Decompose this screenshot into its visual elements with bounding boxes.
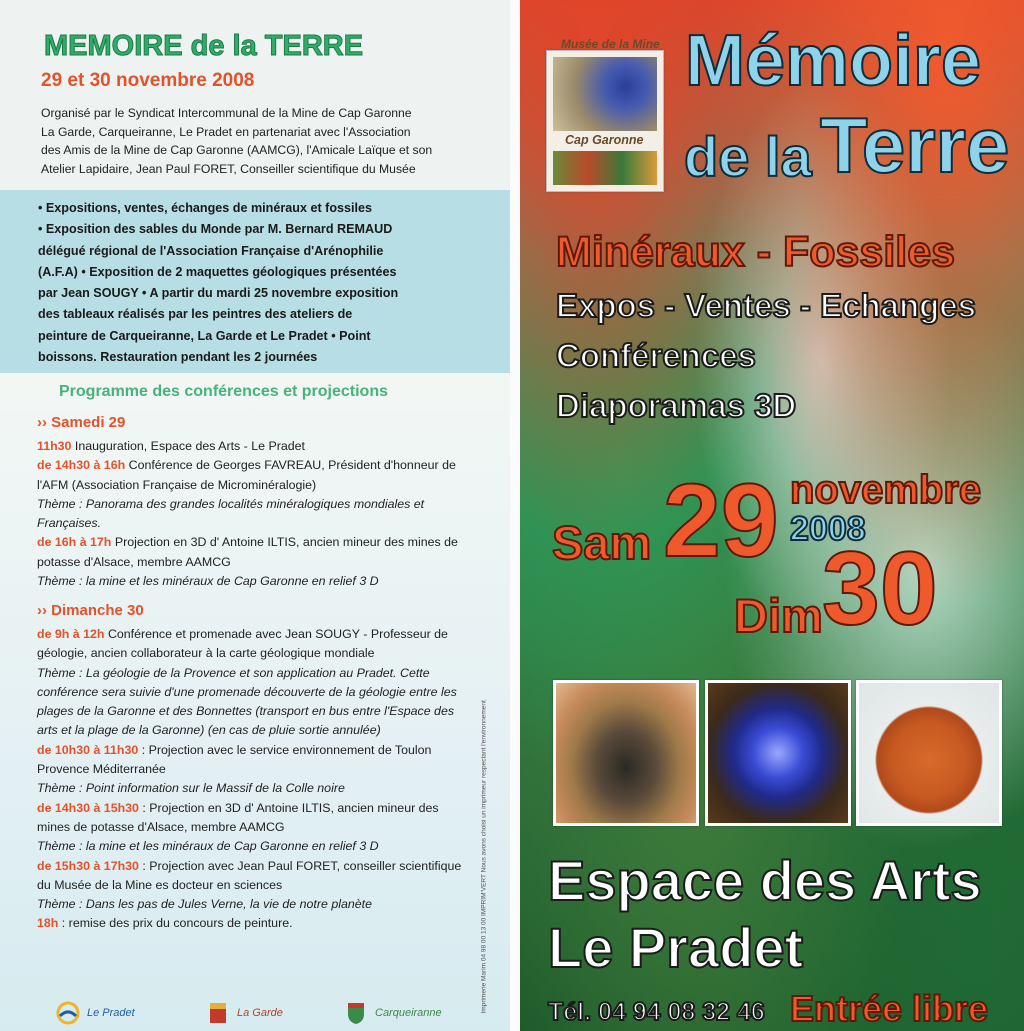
phone-number: Tél. 04 94 08 32 46: [548, 998, 765, 1026]
schedule-item: [37, 914, 469, 933]
museum-badge-image: [553, 57, 657, 131]
museum-badge: [546, 37, 664, 192]
schedule-text: : Projection avec le service environnement de Toulon Provence Méditerranée: [37, 742, 432, 777]
expo-line: peinture de Carqueiranne, La Garde et Le Pradet • Point: [38, 328, 371, 343]
museum-badge-strip: [553, 151, 657, 185]
left-panel: [0, 0, 510, 1031]
left-date: 29 et 30 novembre 2008: [41, 70, 255, 91]
photo-mineral-crystal: [705, 680, 851, 826]
schedule-item: [37, 741, 469, 780]
date-year: 2008: [790, 510, 866, 548]
date-dim: Dim: [734, 589, 823, 642]
museum-badge-bottom-text: Cap Garonne: [565, 133, 644, 147]
poster-line-expos: Expos - Ventes - Echanges: [556, 287, 976, 324]
date-day-29: 29: [663, 463, 779, 579]
schedule-text: Projection en 3D d' Antoine ILTIS, ancien mineur des mines de potasse d'Alsace, membre AAMCG: [37, 535, 458, 569]
organizer-line: La Garde, Carqueiranne, Le Pradet en partenariat avec l'Association: [41, 124, 411, 139]
program-title: Programme des conférences et projections: [59, 383, 388, 400]
schedule-theme: Thème : Panorama des grandes localités minéralogiques mondiales et Françaises.: [37, 496, 425, 531]
poster-line-conferences: Conférences: [556, 337, 756, 374]
logo-le-pradet: [55, 1000, 135, 1026]
poster-title-de-la: de la: [684, 125, 812, 188]
schedule-item: [37, 456, 469, 495]
schedule-time: de 14h30 à 15h30: [37, 800, 139, 815]
schedule-theme: Thème : la mine et les minéraux de Cap Garonne en relief 3 D: [37, 839, 379, 854]
schedule-time: de 15h30 à 17h30: [37, 858, 139, 873]
schedule-time: 18h: [37, 916, 59, 931]
left-title: MEMOIRE de la TERRE: [44, 30, 364, 62]
la-garde-crest-icon: [205, 1000, 231, 1026]
entry-free: Entrée libre: [790, 988, 989, 1029]
schedule-text: : remise des prix du concours de peinture.: [58, 916, 293, 931]
expo-line: délégué régional de l'Association Française d'Arénophilie: [38, 243, 384, 258]
schedule-time: de 14h30 à 16h: [37, 458, 126, 473]
right-panel: [520, 0, 1024, 1031]
poster-title-terre: Terre: [820, 101, 1010, 189]
schedule-item: [37, 625, 469, 664]
schedule-item: [37, 799, 469, 838]
expo-line: • Expositions, ventes, échanges de minéraux et fossiles: [38, 201, 373, 215]
printer-note: [474, 610, 488, 1020]
schedule-theme: Thème : Point information sur le Massif de la Colle noire: [37, 781, 345, 796]
museum-badge-top-text: Musée de la Mine: [561, 37, 660, 51]
venue-line1: Espace des Arts: [548, 849, 982, 912]
organizer-line: Organisé par le Syndicat Intercommunal de la Mine de Cap Garonne: [41, 106, 412, 120]
date-day-30: 30: [822, 531, 938, 647]
sunday-schedule: [37, 625, 469, 934]
logo-la-garde: [205, 1000, 283, 1026]
fold-divider: [510, 0, 520, 1031]
printer-note-text: Imprimerie Marim 04 98 00 13 00 IMPRIM'VERT Nous avons choisi un imprimeur respectant l'environnement: [480, 700, 488, 1014]
photo-mine: [553, 680, 699, 826]
carqueiranne-crest-icon: [343, 1000, 369, 1026]
date-sam: Sam: [552, 516, 652, 569]
organizer-text: [41, 104, 481, 178]
schedule-item: [37, 857, 469, 896]
schedule-item: [37, 437, 469, 456]
poster-line-diaporamas: Diaporamas 3D: [556, 387, 797, 424]
organizer-line: des Amis de la Mine de Cap Garonne (AAMCG), l'Amicale Laïque et son: [41, 143, 433, 157]
schedule-theme: Thème : La géologie de la Provence et son application au Pradet. Cette conférence sera suivie d'une promenade découverte de la géologie entre les plages de la Garonne et des Bonnettes (transport en bus entre l'Espace des arts et la plage de la Garonne) (en cas de pluie sortie annulée): [37, 665, 457, 738]
schedule-text: : Projection en 3D d' Antoine ILTIS, ancien mineur des mines de potasse d'Alsace, membre AAMCG: [37, 800, 439, 834]
expo-line: boissons. Restauration pendant les 2 journées: [38, 350, 318, 365]
expo-line: des tableaux réalisés par les peintres des ateliers de: [38, 307, 353, 322]
exhibitions-text: [38, 198, 472, 368]
logo-label: Le Pradet: [87, 1007, 135, 1019]
partner-logos: [55, 998, 505, 1028]
poster-title-line1: Mémoire: [685, 21, 982, 101]
poster-subtitle: Minéraux - Fossiles: [556, 228, 956, 276]
expo-line: • Exposition des sables du Monde par M. Bernard REMAUD: [38, 222, 393, 237]
schedule-item: [37, 533, 469, 572]
logo-carqueiranne: [343, 1000, 442, 1026]
schedule-time: de 9h à 12h: [37, 627, 105, 641]
schedule-time: de 10h30 à 11h30: [37, 742, 139, 757]
date-month: novembre: [790, 468, 982, 512]
schedule-text: Conférence et promenade avec Jean SOUGY - Professeur de géologie, ancien collaborateur à la carte géologique mondiale: [37, 627, 448, 661]
schedule-text: : Projection avec Jean Paul FORET, conseiller scientifique du Musée de la Mine es docteur en sciences: [37, 858, 462, 892]
logo-label: Carqueiranne: [375, 1007, 442, 1019]
expo-line: (A.F.A) • Exposition de 2 maquettes géologiques présentées: [38, 264, 397, 279]
schedule-theme: Thème : Dans les pas de Jules Verne, la vie de notre planète: [37, 897, 372, 912]
schedule-time: 11h30: [37, 439, 72, 453]
schedule-time: de 16h à 17h: [37, 535, 112, 550]
day-sunday-heading: ›› Dimanche 30: [37, 602, 144, 619]
schedule-theme: Thème : la mine et les minéraux de Cap Garonne en relief 3 D: [37, 574, 379, 589]
expo-line: par Jean SOUGY • A partir du mardi 25 novembre exposition: [38, 286, 399, 301]
saturday-schedule: [37, 437, 469, 591]
day-saturday-heading: ›› Samedi 29: [37, 414, 126, 431]
photo-fossil: [856, 680, 1002, 826]
logo-label: La Garde: [237, 1007, 283, 1019]
le-pradet-logo-icon: [55, 1000, 81, 1026]
venue-line2: Le Pradet: [548, 916, 804, 979]
schedule-text: Conférence de Georges FAVREAU, Président d'honneur de l'AFM (Association Française de Microminéralogie): [37, 458, 456, 492]
organizer-line: Atelier Lapidaire, Jean Paul FORET, Conseiller scientifique du Musée: [41, 161, 416, 176]
schedule-text: Inauguration, Espace des Arts - Le Pradet: [71, 439, 305, 453]
